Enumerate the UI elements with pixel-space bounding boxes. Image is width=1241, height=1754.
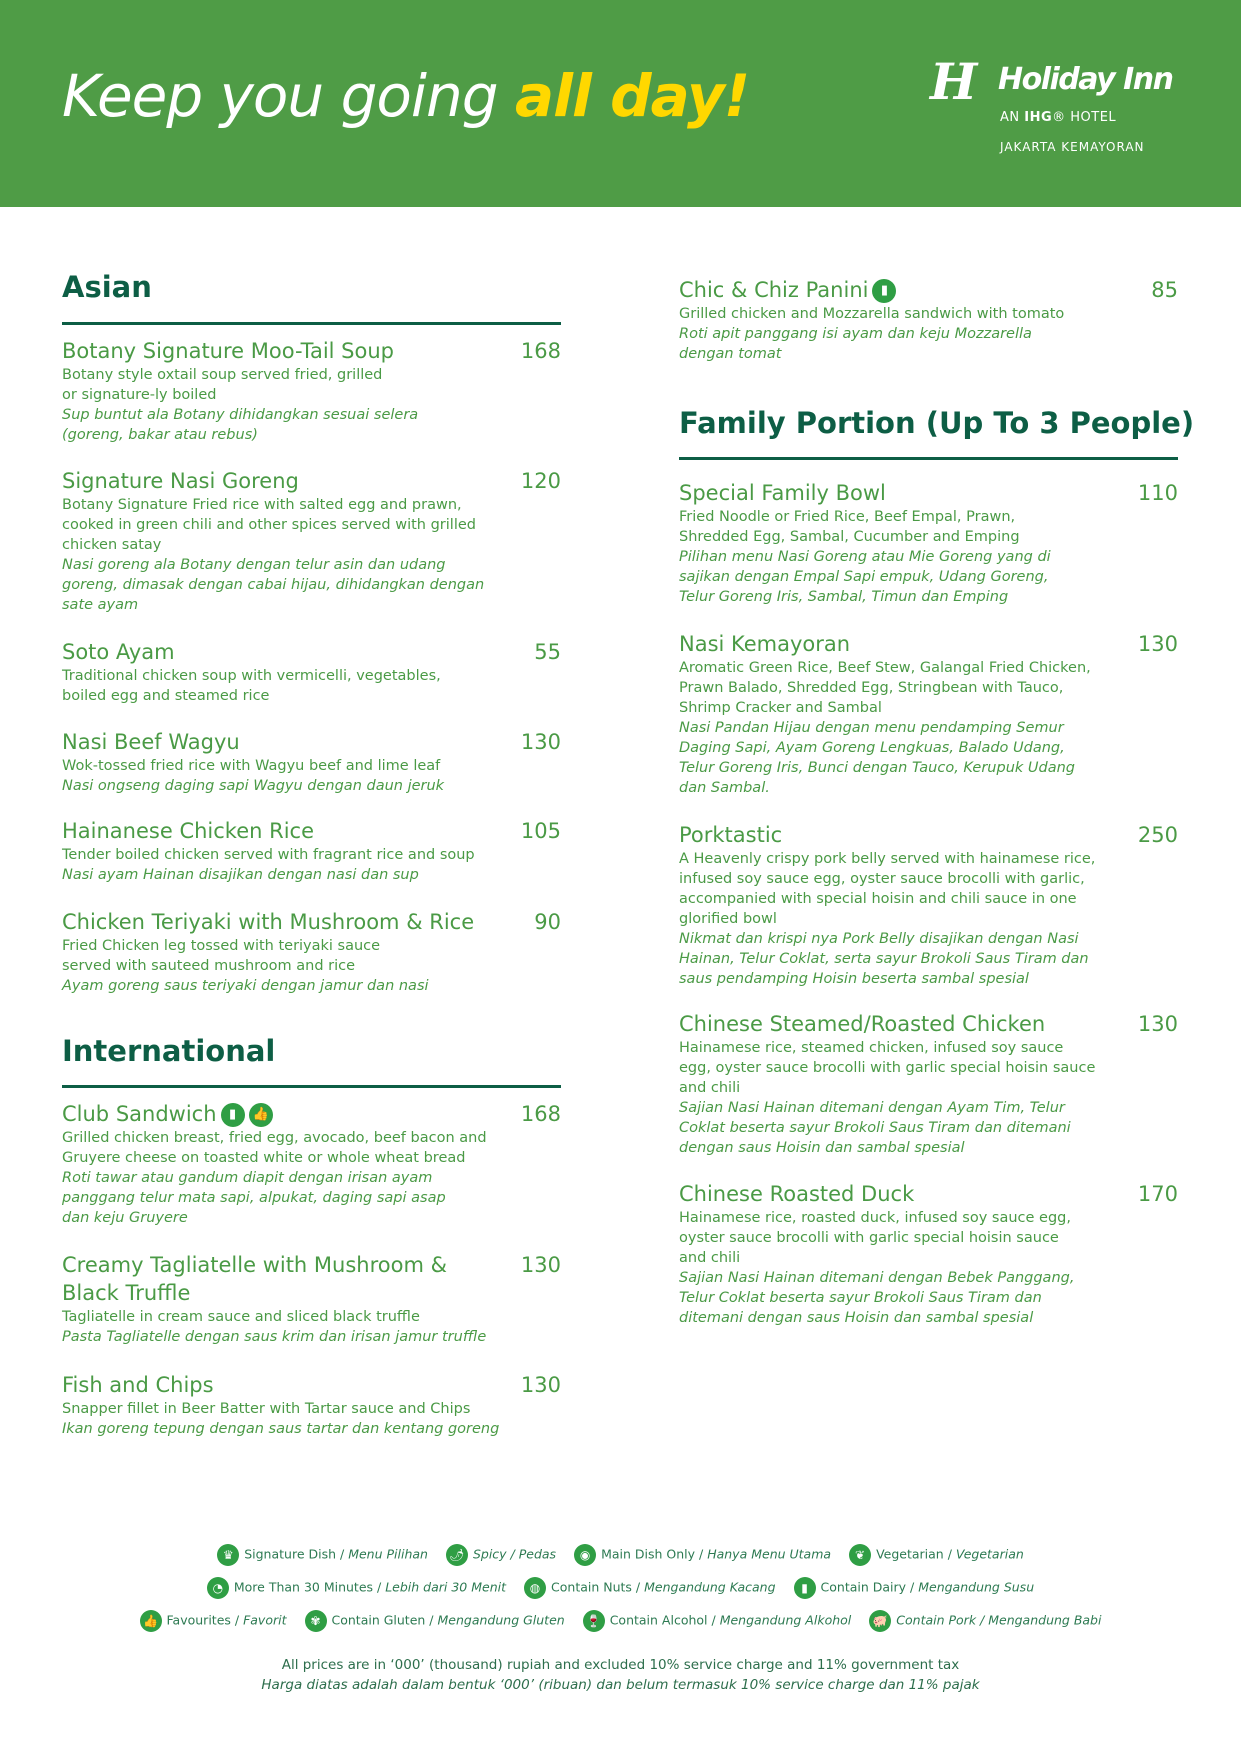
legend-label-id: Hanya Menu Utama xyxy=(707,1546,832,1562)
legend-label-id: Favorit xyxy=(243,1612,287,1628)
section-heading-family: Family Portion (Up To 3 People) xyxy=(679,406,1195,440)
legend-row xyxy=(0,1610,1241,1632)
item-name-text: Chic & Chiz Panini xyxy=(679,278,869,302)
item-name-text: Creamy Tagliatelle with Mushroom & Black Truffle xyxy=(62,1253,447,1305)
item-description-en: Fried Noodle or Fried Rice, Beef Empal, Prawn, xyxy=(679,509,1016,525)
favourite-icon: 👍 xyxy=(140,1610,162,1632)
item-price: 168 xyxy=(520,1102,561,1126)
item-description-en: accompanied with special hoisin and chili sauce in one xyxy=(679,891,1077,907)
item-description-en: and chili xyxy=(679,1080,741,1096)
menu-item xyxy=(62,1371,561,1439)
legend-item: ◉ Main Dish Only / Hanya Menu Utama xyxy=(574,1544,831,1566)
item-description-en: Gruyere cheese on toasted white or whole wheat bread xyxy=(62,1150,466,1166)
item-description-id: Sajian Nasi Hainan ditemani dengan Bebek Panggang, xyxy=(679,1270,1075,1286)
section-heading-asian: Asian xyxy=(62,270,152,304)
item-description-id: Coklat beserta sayur Brokoli Saus Tiram dan ditemani xyxy=(679,1120,1071,1136)
item-name xyxy=(62,1251,482,1307)
menu-item xyxy=(679,479,1178,607)
item-description-en: Hainamese rice, roasted duck, infused soy sauce egg, xyxy=(679,1210,1071,1226)
legend-label-en: Signature Dish xyxy=(244,1546,337,1562)
menu-item xyxy=(62,728,561,796)
main-dish-icon: ◉ xyxy=(574,1544,596,1566)
tagline-highlight: all day! xyxy=(515,62,750,130)
legend-row xyxy=(0,1577,1241,1599)
item-price: 130 xyxy=(1137,1012,1178,1036)
item-description-en: served with sauteed mushroom and rice xyxy=(62,958,356,974)
item-description-en: Botany Signature Fried rice with salted egg and prawn, xyxy=(62,497,462,513)
legend-label-id: Mengandung Gluten xyxy=(437,1612,565,1628)
section-divider xyxy=(679,457,1178,460)
legend-label-en: Contain Alcohol xyxy=(609,1612,708,1628)
item-name xyxy=(679,1010,1099,1038)
footer-note-en: All prices are in ‘000’ (thousand) rupiah and excluded 10% service charge and 11% government tax xyxy=(281,1657,960,1673)
item-description-id: Sup buntut ala Botany dihidangkan sesuai selera xyxy=(62,407,419,423)
item-description-en: boiled egg and steamed rice xyxy=(62,688,270,704)
dairy-icon: ▮ xyxy=(794,1577,816,1599)
menu-item xyxy=(62,817,561,885)
spicy-icon: 🌶 xyxy=(446,1544,468,1566)
legend-label-en: Contain Dairy xyxy=(820,1579,907,1595)
item-price: 85 xyxy=(1151,278,1178,302)
legend-label-en: Contain Gluten xyxy=(331,1612,426,1628)
logo-mark: H xyxy=(930,52,978,111)
item-price: 120 xyxy=(520,469,561,493)
menu-item xyxy=(62,1100,561,1228)
item-price: 250 xyxy=(1137,823,1178,847)
legend-label-en: Favourites xyxy=(166,1612,231,1628)
pork-icon: 🐖 xyxy=(869,1610,891,1632)
item-description-id: Nikmat dan krispi nya Pork Belly disajikan dengan Nasi xyxy=(679,931,1079,947)
item-description-id: Nasi ayam Hainan disajikan dengan nasi dan sup xyxy=(62,867,419,883)
item-name-text: Botany Signature Moo-Tail Soup xyxy=(62,339,394,363)
item-price: 130 xyxy=(1137,632,1178,656)
legend-item: 🍷 Contain Alcohol / Mengandung Alkohol xyxy=(583,1610,852,1632)
item-description-en: Botany style oxtail soup served fried, grilled xyxy=(62,367,383,383)
item-description-en: or signature-ly boiled xyxy=(62,387,217,403)
item-price: 130 xyxy=(520,730,561,754)
item-description-id: Ayam goreng saus teriyaki dengan jamur dan nasi xyxy=(62,978,429,994)
menu-item xyxy=(62,337,561,445)
item-name xyxy=(679,276,1099,304)
item-name-text: Club Sandwich xyxy=(62,1102,217,1126)
item-description-id: dengan tomat xyxy=(679,346,782,362)
logo-location: JAKARTA KEMAYORAN xyxy=(1000,140,1145,154)
legend-row xyxy=(0,1544,1241,1566)
legend-item xyxy=(869,1610,1101,1632)
dairy-icon: ▮ xyxy=(872,279,896,303)
header-banner xyxy=(0,0,1241,207)
legend-item: 👍 Favourites / Favorit xyxy=(140,1610,287,1632)
item-name-text: Nasi Kemayoran xyxy=(679,632,851,656)
item-description-en: Traditional chicken soup with vermicelli, vegetables, xyxy=(62,668,441,684)
menu-item xyxy=(679,276,1178,364)
item-name xyxy=(679,1180,1099,1208)
logo-brand: Holiday Inn xyxy=(998,62,1173,97)
item-price: 105 xyxy=(520,819,561,843)
menu-item xyxy=(62,467,561,615)
logo-sub-ihg: IHG xyxy=(1024,110,1053,125)
item-description-id: Hainan, Telur Coklat, serta sayur Brokoli Saus Tiram dan xyxy=(679,951,1089,967)
vegetarian-icon: ❦ xyxy=(849,1544,871,1566)
alcohol-icon: 🍷 xyxy=(583,1610,605,1632)
item-description-id: saus pendamping Hoisin beserta sambal spesial xyxy=(679,971,1029,987)
item-description-id: Daging Sapi, Ayam Goreng Lengkuas, Balado Udang, xyxy=(679,740,1065,756)
legend-item: ❦ Vegetarian / Vegetarian xyxy=(849,1544,1024,1566)
favourite-icon: 👍 xyxy=(249,1103,273,1127)
legend-label-en: Vegetarian xyxy=(876,1546,944,1562)
logo-subtitle xyxy=(1000,110,1116,125)
item-name xyxy=(62,1100,482,1128)
signature-icon: ♛ xyxy=(217,1544,239,1566)
item-name-text: Porktastic xyxy=(679,823,783,847)
item-name xyxy=(679,630,1099,658)
item-description-en: Prawn Balado, Shredded Egg, Stringbean with Tauco, xyxy=(679,680,1064,696)
legend-label-id: Mengandung Alkohol xyxy=(719,1612,852,1628)
menu-item xyxy=(679,630,1178,798)
legend-item: ✾ Contain Gluten / Mengandung Gluten xyxy=(305,1610,565,1632)
legend-item xyxy=(446,1544,556,1566)
item-name xyxy=(62,467,482,495)
item-name-text: Chicken Teriyaki with Mushroom & Rice xyxy=(62,910,475,934)
legend-item: ◍ Contain Nuts / Mengandung Kacang xyxy=(524,1577,776,1599)
item-name-text: Chinese Roasted Duck xyxy=(679,1182,915,1206)
footer-note-id: Harga diatas adalah dalam bentuk ‘000’ (ribuan) dan belum termasuk 10% service charge dan 11% pajak xyxy=(261,1677,980,1693)
item-description-en: oyster sauce brocolli with garlic special hoisin sauce xyxy=(679,1230,1059,1246)
item-description-id: sajikan dengan Empal Sapi empuk, Udang Goreng, xyxy=(679,569,1049,585)
item-description-en: A Heavenly crispy pork belly served with hainamese rice, xyxy=(679,851,1096,867)
legend-label-id: Mengandung Kacang xyxy=(644,1579,776,1595)
legend-item: ♛ Signature Dish / Menu Pilihan xyxy=(217,1544,428,1566)
item-description-id: goreng, dimasak dengan cabai hijau, dihidangkan dengan xyxy=(62,577,485,593)
logo-sub-pre: AN xyxy=(1000,110,1025,125)
item-description-id: Roti tawar atau gandum diapit dengan irisan ayam xyxy=(62,1170,433,1186)
item-description-en: Snapper fillet in Beer Batter with Tartar sauce and Chips xyxy=(62,1401,471,1417)
item-description-id: Sajian Nasi Hainan ditemani dengan Ayam Tim, Telur xyxy=(679,1100,1065,1116)
item-description-id: Pilihan menu Nasi Goreng atau Mie Goreng yang di xyxy=(679,549,1051,565)
item-price: 168 xyxy=(520,339,561,363)
legend-label-id: Vegetarian xyxy=(955,1546,1024,1562)
item-name xyxy=(62,337,482,365)
section-divider xyxy=(62,322,561,325)
legend-label-id: Mengandung Susu xyxy=(918,1579,1035,1595)
section-divider xyxy=(62,1085,561,1088)
legend-label-id: Menu Pilihan xyxy=(348,1546,428,1562)
item-description-id: panggang telur mata sapi, alpukat, daging sapi asap xyxy=(62,1190,446,1206)
item-description-id: Roti apit panggang isi ayam dan keju Mozzarella xyxy=(679,326,1032,342)
item-name xyxy=(62,908,482,936)
item-description-en: Wok-tossed fried rice with Wagyu beef and lime leaf xyxy=(62,758,441,774)
menu-item xyxy=(62,638,561,706)
item-description-id: (goreng, bakar atau rebus) xyxy=(62,427,258,443)
item-description-id: Ikan goreng tepung dengan saus tartar dan kentang goreng xyxy=(62,1421,500,1437)
item-description-id: dengan saus Hoisin dan sambal spesial xyxy=(679,1140,965,1156)
item-description-id: Pasta Tagliatelle dengan saus krim dan irisan jamur truffle xyxy=(62,1329,487,1345)
item-name-text: Signature Nasi Goreng xyxy=(62,469,299,493)
item-description-en: chicken satay xyxy=(62,537,162,553)
item-description-en: Tagliatelle in cream sauce and sliced black truffle xyxy=(62,1309,420,1325)
legend-label-en: Contain Nuts xyxy=(551,1579,632,1595)
item-price: 130 xyxy=(520,1373,561,1397)
legend-label-id: Lebih dari 30 Menit xyxy=(385,1579,507,1595)
item-description-id: ditemani dengan saus Hoisin dan sambal spesial xyxy=(679,1310,1034,1326)
item-description-en: cooked in green chili and other spices served with grilled xyxy=(62,517,476,533)
section-heading-international: International xyxy=(62,1034,276,1068)
item-description-en: egg, oyster sauce brocolli with garlic special hoisin sauce xyxy=(679,1060,1096,1076)
item-name-text: Nasi Beef Wagyu xyxy=(62,730,240,754)
item-name-text: Hainanese Chicken Rice xyxy=(62,819,314,843)
item-price: 90 xyxy=(534,910,561,934)
item-name xyxy=(679,479,1099,507)
item-description-id: Nasi ongseng daging sapi Wagyu dengan daun jeruk xyxy=(62,778,445,794)
legend-label-id: Contain Pork / Mengandung Babi xyxy=(896,1612,1102,1628)
item-description-en: Grilled chicken and Mozzarella sandwich with tomato xyxy=(679,306,1065,322)
menu-item xyxy=(679,1180,1178,1328)
item-description-en: Tender boiled chicken served with fragrant rice and soup xyxy=(62,847,475,863)
item-description-id: Nasi goreng ala Botany dengan telur asin dan udang xyxy=(62,557,446,573)
item-description-id: Telur Coklat beserta sayur Brokoli Saus Tiram dan xyxy=(679,1290,1042,1306)
item-description-id: Nasi Pandan Hijau dengan menu pendamping Semur xyxy=(679,720,1064,736)
item-description-id: Telur Goreng Iris, Sambal, Timun dan Emping xyxy=(679,589,1009,605)
item-price: 130 xyxy=(520,1253,561,1277)
clock-icon: ◔ xyxy=(207,1577,229,1599)
tagline-text: Keep you going xyxy=(62,62,516,130)
menu-item xyxy=(62,908,561,996)
item-description-en: Shredded Egg, Sambal, Cucumber and Emping xyxy=(679,529,1020,545)
item-name-text: Special Family Bowl xyxy=(679,481,886,505)
item-price: 170 xyxy=(1137,1182,1178,1206)
gluten-icon: ✾ xyxy=(305,1610,327,1632)
logo-sub-post: ® HOTEL xyxy=(1052,110,1117,125)
item-name xyxy=(62,817,482,845)
item-description-en: Hainamese rice, steamed chicken, infused soy sauce xyxy=(679,1040,1064,1056)
item-name xyxy=(62,1371,482,1399)
legend-item: ◔ More Than 30 Minutes / Lebih dari 30 Menit xyxy=(207,1577,506,1599)
item-description-id: dan keju Gruyere xyxy=(62,1210,188,1226)
menu-item xyxy=(679,1010,1178,1158)
item-description-en: infused soy sauce egg, oyster sauce brocolli with garlic, xyxy=(679,871,1085,887)
item-description-en: Aromatic Green Rice, Beef Stew, Galangal Fried Chicken, xyxy=(679,660,1091,676)
item-name xyxy=(62,638,482,666)
item-price: 110 xyxy=(1137,481,1178,505)
item-name xyxy=(679,821,1099,849)
legend-label-en: More Than 30 Minutes xyxy=(233,1579,374,1595)
item-description-id: sate ayam xyxy=(62,597,139,613)
item-description-en: Fried Chicken leg tossed with teriyaki sauce xyxy=(62,938,381,954)
menu-item xyxy=(679,821,1178,989)
item-description-en: Shrimp Cracker and Sambal xyxy=(679,700,882,716)
legend-item: ▮ Contain Dairy / Mengandung Susu xyxy=(794,1577,1035,1599)
legend-label-en: Main Dish Only xyxy=(601,1546,696,1562)
dairy-icon: ▮ xyxy=(221,1103,245,1127)
item-name-text: Soto Ayam xyxy=(62,640,175,664)
item-name xyxy=(62,728,482,756)
item-description-en: and chili xyxy=(679,1250,741,1266)
item-description-id: dan Sambal. xyxy=(679,780,770,796)
item-description-en: glorified bowl xyxy=(679,911,777,927)
item-description-id: Telur Goreng Iris, Bunci dengan Tauco, Kerupuk Udang xyxy=(679,760,1075,776)
item-price: 55 xyxy=(534,640,561,664)
item-name-text: Fish and Chips xyxy=(62,1373,214,1397)
tagline xyxy=(62,62,749,130)
nuts-icon: ◍ xyxy=(524,1577,546,1599)
legend-label-id: Spicy / Pedas xyxy=(472,1546,557,1562)
menu-item xyxy=(62,1251,561,1347)
item-description-en: Grilled chicken breast, fried egg, avocado, beef bacon and xyxy=(62,1130,487,1146)
item-name-text: Chinese Steamed/Roasted Chicken xyxy=(679,1012,1046,1036)
